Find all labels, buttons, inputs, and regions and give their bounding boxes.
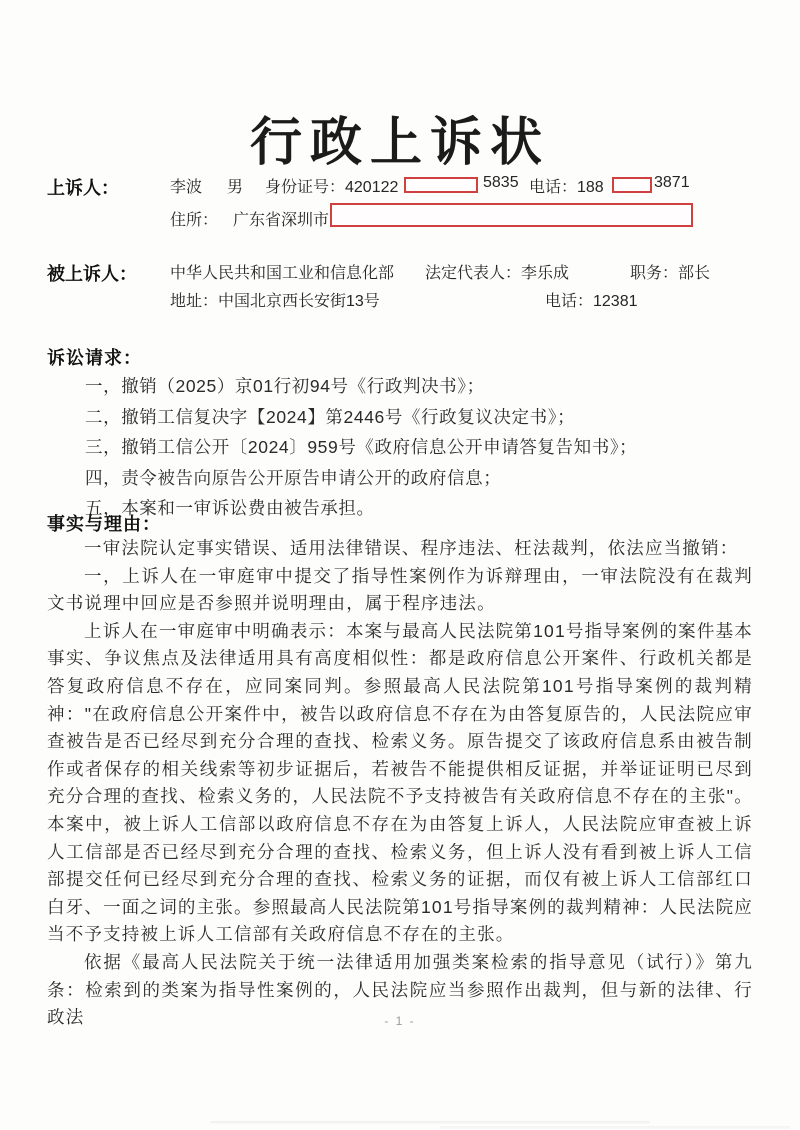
scan-artifact [210,1121,650,1124]
facts-body [47,535,753,1032]
document-title: 行政上诉状 [249,114,550,172]
appellant-id-suffix: 5835 [483,174,519,191]
page-number: - 1 - [384,1014,416,1028]
appellant-name: 李波 [170,179,203,196]
claim-item: 二，撤销工信复决字【2024】第2446号《行政复议决定书》； [85,406,576,427]
fact-paragraph: 上诉人在一审庭审中明确表示：本案与最高人民法院第101号指导案例的案件基本事实、争议焦点及法律适用具有高度相似性：都是政府信息公开案件、行政机关都是答复政府信息不存在，应同案同判。参照最高人民法院第101号指导案例的裁判精神："在政府信息公开案件中，被告以政府信息不存在为由答复原告的，人民法院应审查被告是否已经尽到充分合理的查找、检索义务。原告提交了该政府信息系由被告制作或者保存的相关线索等初步证据后，若被告不能提供相反证据，并举证证明已尽到充分合理的查找、检索义务的，人民法院不予支持被告有关政府信息不存在的主张"。本案中，被上诉人工信部以政府信息不存在为由答复上诉人，人民法院应审查被上诉人工信部是否已经尽到充分合理的查找、检索义务，但上诉人没有看到被上诉人工信部提交任何已经尽到充分合理的查找、检索义务的证据，而仅有被上诉人工信部红口白牙、一面之词的主张。参照最高人民法院第101号指导案例的裁判精神：人民法院应当不予支持被上诉人工信部有关政府信息不存在的主张。 [47,620,753,945]
appellant-row [47,174,753,200]
appellee-name: 中华人民共和国工业和信息化部 [170,265,395,282]
fact-paragraph: 一，上诉人在一审庭审中提交了指导性案例作为诉辩理由，一审法院没有在裁判文书说理中回应是否参照并说明理由，属于程序违法。 [47,565,753,614]
appellant-address-row [47,207,753,233]
appellant-id-number: 身份证号：420122 [265,179,399,196]
redaction-box-id [404,177,478,193]
appellant-phone: 电话：188 [529,179,604,196]
appellant-label: 上诉人： [47,178,119,198]
appellee-phone: 电话：12381 [545,293,638,310]
redaction-box-phone [612,177,652,193]
fact-paragraph: 依据《最高人民法院关于统一法律适用加强类案检索的指导意见（试行）》第九条：检索到的类案为指导性案例的，人民法院应当参照作出裁判，但与新的法律、行政法 [47,951,753,1028]
appellant-phone-suffix: 3871 [654,174,690,191]
claims-heading: 诉讼请求： [47,348,142,368]
fact-paragraph: 一审法院认定事实错误、适用法律错误、程序违法、枉法裁判，依法应当撤销： [84,538,739,558]
appellee-label: 被上诉人： [47,264,137,284]
claim-item: 五，本案和一审诉讼费由被告承担。 [85,498,375,519]
claims-list [85,371,753,524]
address-value: 广东省深圳市 [233,212,330,229]
facts-heading: 事实与理由： [47,514,161,534]
address-label: 住所： [170,212,219,229]
appellant-gender: 男 [227,179,244,196]
appellee-row [47,260,753,286]
appellee-legal-rep: 法定代表人：李乐成 [425,265,570,282]
redaction-box-address [330,203,693,227]
claim-item: 三，撤销工信公开〔2024〕959号《政府信息公开申请答复告知书》； [85,437,638,458]
appellee-address: 地址：中国北京西长安街13号 [170,293,380,310]
claim-item: 四，责令被告向原告公开原告申请公开的政府信息； [85,467,502,488]
appellee-address-row [47,288,753,314]
claim-item: 一，撤销（2025）京01行初94号《行政判决书》； [85,376,485,396]
appellee-position: 职务：部长 [630,265,711,282]
scan-artifact [440,1126,790,1129]
